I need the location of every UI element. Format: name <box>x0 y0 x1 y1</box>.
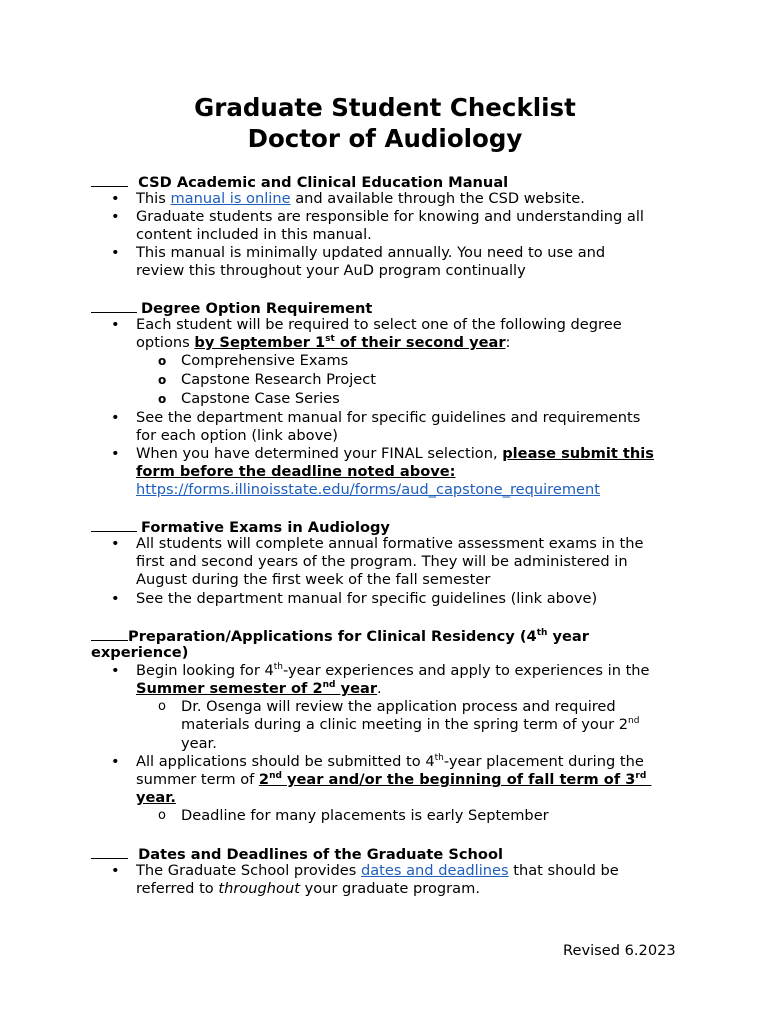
list-item-cont: for each option (link above) <box>136 427 338 444</box>
list-item-cont: referred to throughout your graduate program. <box>136 880 480 897</box>
list-item: When you have determined your FINAL selection, please submit this <box>136 445 654 462</box>
section-heading-text: Degree Option Requirement <box>141 300 373 317</box>
bullet-icon: • <box>111 208 120 225</box>
section-heading-text: Dates and Deadlines of the Graduate School <box>138 846 503 863</box>
list-item-cont: August during the first week of the fall semester <box>136 571 491 588</box>
check-blank[interactable] <box>91 172 128 187</box>
sub-item: Dr. Osenga will review the application process and required <box>181 698 616 715</box>
bullet-icon: • <box>111 753 120 770</box>
section-heading-manual <box>91 172 508 192</box>
check-blank[interactable] <box>91 626 128 641</box>
list-item-cont: review this throughout your AuD program continually <box>136 262 526 279</box>
list-item: See the department manual for specific guidelines (link above) <box>136 590 598 607</box>
check-blank[interactable] <box>91 844 128 859</box>
bullet-icon: • <box>111 409 120 426</box>
circle-bullet-icon: o <box>158 373 167 387</box>
list-item: This manual is minimally updated annually. You need to use and <box>136 244 606 261</box>
circle-bullet-icon: o <box>158 808 166 823</box>
document-title: Graduate Student Checklist <box>194 93 576 122</box>
section-heading-text: Formative Exams in Audiology <box>141 519 390 536</box>
sub-item-cont: materials during a clinic meeting in the spring term of your 2nd <box>181 716 640 733</box>
bullet-icon: • <box>111 316 120 333</box>
bullet-icon: • <box>111 662 120 679</box>
bullet-icon: • <box>111 445 120 462</box>
circle-bullet-icon: o <box>158 392 167 406</box>
section-heading-dates <box>91 844 503 864</box>
bullet-icon: • <box>111 535 120 552</box>
list-item: Begin looking for 4th-year experiences and apply to experiences in the <box>136 662 650 679</box>
document-subtitle: Doctor of Audiology <box>247 124 523 153</box>
capstone-form-link[interactable]: https://forms.illinoisstate.edu/forms/aud_capstone_requirement <box>136 481 601 498</box>
list-item: The Graduate School provides dates and deadlines that should be <box>136 862 619 879</box>
list-item: See the department manual for specific guidelines and requirements <box>136 409 641 426</box>
list-item-cont: summer term of 2nd year and/or the beginning of fall term of 3rd <box>136 771 647 788</box>
section-heading-text: CSD Academic and Clinical Education Manual <box>138 174 509 191</box>
list-item: Each student will be required to select one of the following degree <box>136 316 622 333</box>
circle-bullet-icon: o <box>158 699 166 714</box>
list-item-cont: Summer semester of 2nd year. <box>136 680 382 697</box>
manual-link[interactable]: manual is online <box>170 190 291 207</box>
section-heading-residency-cont: experience) <box>91 644 189 661</box>
list-item: Graduate students are responsible for knowing and understanding all <box>136 208 644 225</box>
sub-item: Deadline for many placements is early September <box>181 807 549 824</box>
section-heading-degree <box>91 298 372 318</box>
dates-deadlines-link[interactable]: dates and deadlines <box>360 862 509 879</box>
list-item: All applications should be submitted to 4th-year placement during the <box>136 753 644 770</box>
bullet-icon: • <box>111 590 120 607</box>
list-item: This manual is online and available through the CSD website. <box>136 190 585 207</box>
check-blank[interactable] <box>91 298 137 313</box>
list-item-cont: options by September 1st of their second year: <box>136 334 511 351</box>
bullet-icon: • <box>111 862 120 879</box>
list-item-cont: first and second years of the program. They will be administered in <box>136 553 628 570</box>
sub-item-cont: year. <box>181 735 217 752</box>
sub-item: Comprehensive Exams <box>181 352 349 369</box>
list-item-cont: year. <box>136 789 176 806</box>
bullet-icon: • <box>111 190 120 207</box>
list-item-cont: content included in this manual. <box>136 226 372 243</box>
sub-item: Capstone Case Series <box>181 390 340 407</box>
revision-note: Revised 6.2023 <box>563 942 676 959</box>
section-heading-formative <box>91 517 390 537</box>
list-item: All students will complete annual formative assessment exams in the <box>136 535 644 552</box>
check-blank[interactable] <box>91 517 137 532</box>
sub-item: Capstone Research Project <box>181 371 377 388</box>
list-item-cont: form before the deadline noted above: <box>136 463 456 480</box>
circle-bullet-icon: o <box>158 354 167 368</box>
section-heading-residency: Preparation/Applications for Clinical Residency (4th year <box>91 626 589 646</box>
bullet-icon: • <box>111 244 120 261</box>
